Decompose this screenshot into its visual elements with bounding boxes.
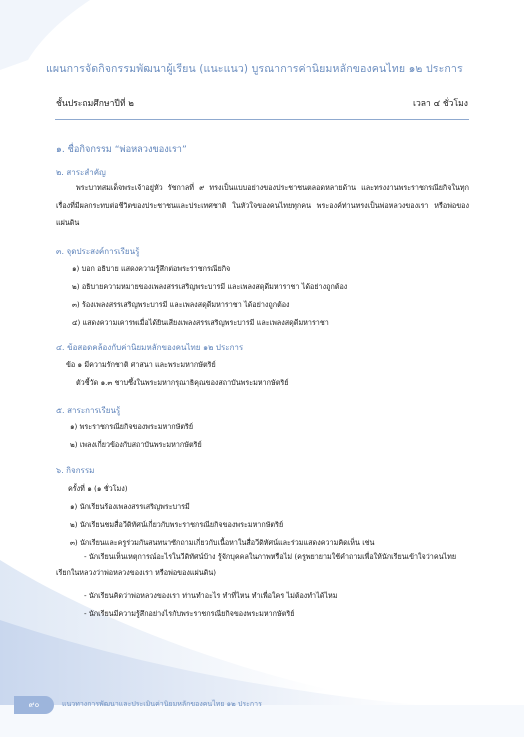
section-4-heading: ๔. ข้อสอดคล้องกับค่านิยมหลักของคนไทย ๑๒ ประการ — [56, 343, 244, 352]
activity-bullet: - นักเรียนคิดว่าพ่อหลวงของเรา ท่านทำอะไร ทำที่ไหน ทำเพื่อใคร ไม่ต้องทำได้ไหม — [84, 591, 338, 600]
activity-bullet: - นักเรียนเห็นเหตุการณ์อะไรในวีดิทัศน์บ้าง รู้จักบุคคลในภาพหรือไม่ (ครูพยายามใช้คำถามเพื่อให้นักเรียนเข้าใจว่าคนไทยเรียกในหลวงว่าพ่อหลวงของเรา หรือพ่อของแผ่นดิน) — [56, 552, 457, 577]
document-header-title: แผนการจัดกิจกรรมพัฒนาผู้เรียน (แนะแนว) บูรณาการค่านิยมหลักของคนไทย ๑๒ ประการ — [46, 63, 463, 75]
objective-item: ๑) บอก อธิบาย แสดงความรู้สึกต่อพระราชกรณียกิจ — [72, 264, 231, 273]
section-1-heading: ๑. ชื่อกิจกรรม “พ่อหลวงของเรา” — [56, 144, 187, 155]
content-item: ๑) พระราชกรณียกิจของพระมหากษัตริย์ — [70, 422, 194, 431]
grade-level: ชั้นประถมศึกษาปีที่ ๒ — [56, 99, 134, 109]
page-footer — [0, 696, 524, 720]
activity-item: ๑) นักเรียนร้องเพลงสรรเสริญพระบารมี — [70, 502, 190, 511]
session-label: ครั้งที่ ๑ (๑ ชั่วโมง) — [68, 484, 128, 493]
objective-item: ๔) แสดงความเคารพเมื่อได้ยินเสียงเพลงสรรเสริญพระบารมี และเพลงสดุดีมหาราชา — [72, 318, 329, 327]
section-5-heading: ๕. สาระการเรียนรู้ — [56, 406, 121, 415]
activity-item: ๓) นักเรียนและครูร่วมกันสนทนาซักถามเกี่ยวกับเนื้อหาในสื่อวีดิทัศน์และร่วมแสดงความคิดเห็น เช่น — [70, 538, 375, 547]
page-number-badge: ๙๐ — [14, 696, 54, 714]
activity-item: ๒) นักเรียนชมสื่อวีดิทัศน์เกี่ยวกับพระราชกรณียกิจของพระมหากษัตริย์ — [70, 520, 284, 529]
section-2-paragraph: พระบาทสมเด็จพระเจ้าอยู่หัว รัชกาลที่ ๙ ทรงเป็นแบบอย่างของประชาชนตลอดหลายด้าน และทรงงานพระราชกรณียกิจในทุกเรื่องที่มีผลกระทบต่อชีวิตของประชาชนและประเทศชาติ ในหัวใจของคนไทยทุกคน พระองค์ท่านทรงเป็นพ่อหลวงของเรา หรือพ่อของแผ่นดิน — [56, 183, 469, 227]
duration: เวลา ๔ ชั่วโมง — [413, 99, 468, 109]
footer-title: แนวทางการพัฒนาและประเมินค่านิยมหลักของคนไทย ๑๒ ประการ — [62, 700, 262, 708]
content-item: ๒) เพลงเกี่ยวข้องกับสถาบันพระมหากษัตริย์ — [70, 440, 202, 449]
section-2-heading: ๒. สาระสำคัญ — [56, 168, 106, 177]
value-item: ข้อ ๑ มีความรักชาติ ศาสนา และพระมหากษัตริย์ — [66, 360, 216, 369]
section-3-heading: ๓. จุดประสงค์การเรียนรู้ — [56, 247, 140, 256]
activity-bullet: - นักเรียนมีความรู้สึกอย่างไรกับพระราชกรณียกิจของพระมหากษัตริย์ — [84, 609, 295, 618]
indicator-item: ตัวชี้วัด ๑.๓ ชาบซึ้งในพระมหากรุณาธิคุณของสถาบันพระมหากษัตริย์ — [76, 378, 289, 387]
header-divider — [55, 119, 469, 120]
objective-item: ๒) อธิบายความหมายของเพลงสรรเสริญพระบารมี และเพลงสดุดีมหาราชา ได้อย่างถูกต้อง — [72, 282, 348, 291]
objective-item: ๓) ร้องเพลงสรรเสริญพระบารมี และเพลงสดุดีมหาราชา ได้อย่างถูกต้อง — [72, 300, 290, 309]
section-6-heading: ๖. กิจกรรม — [56, 466, 95, 475]
